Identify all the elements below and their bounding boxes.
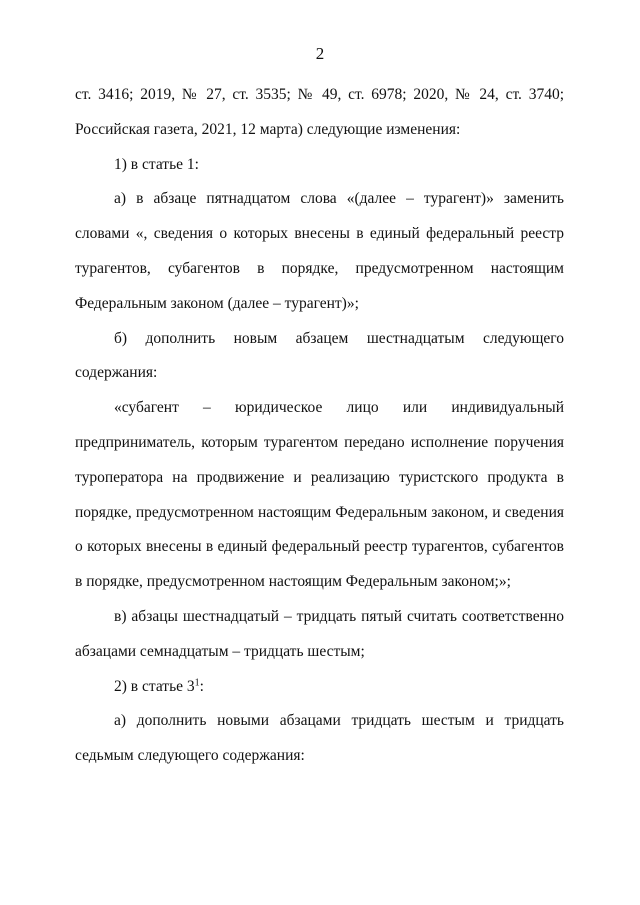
paragraph-subagent-definition-line1: «субагент – юридическое лицо или индивидуальный	[114, 399, 564, 417]
paragraph-item-2	[75, 670, 564, 705]
paragraph-subitem-b-line2: содержания:	[75, 364, 158, 382]
item-2-colon: :	[199, 677, 204, 695]
paragraph-subagent-definition-rest: предприниматель, которым турагентом передано исполнение поручения туроператора на продвижение и реализацию туристского продукта в порядке, предусмотренном настоящим Федеральным законом, и сведения о которых внесены в единый федеральный реестр турагентов, субагентов в порядке, предусмотренном настоящим Федеральным законом;»;	[75, 433, 564, 591]
paragraph-citation-end: Российская газета, 2021, 12 марта) следующие изменения:	[75, 120, 461, 138]
page-number: 2	[315, 44, 325, 63]
paragraph-citation-line: ст. 3416; 2019, № 27, ст. 3535; № 49, ст. 6978; 2020, № 24, ст. 3740;	[75, 86, 564, 103]
paragraph-subitem-b-line1: б) дополнить новым абзацем шестнадцатым следующего	[114, 329, 564, 347]
paragraph-item-1: 1) в статье 1:	[114, 155, 199, 173]
document-body	[75, 78, 564, 774]
paragraph-subitem-v: в) абзацы шестнадцатый – тридцать пятый считать соответственно абзацами семнадцатым – тридцать шестым;	[75, 607, 564, 660]
item-2-text: 2) в статье 3	[114, 677, 195, 695]
paragraph-subitem-a: а) в абзаце пятнадцатом слова «(далее – турагент)» заменить словами «, сведения о которых внесены в единый федеральный реестр турагентов, субагентов в порядке, предусмотренном настоящим Федеральным законом (далее – турагент)»;	[75, 190, 564, 312]
item-2-superscript: 1	[194, 677, 200, 689]
paragraph-item-2-subitem-a: а) дополнить новыми абзацами тридцать шестым и тридцать седьмым следующего содержания:	[75, 712, 564, 765]
